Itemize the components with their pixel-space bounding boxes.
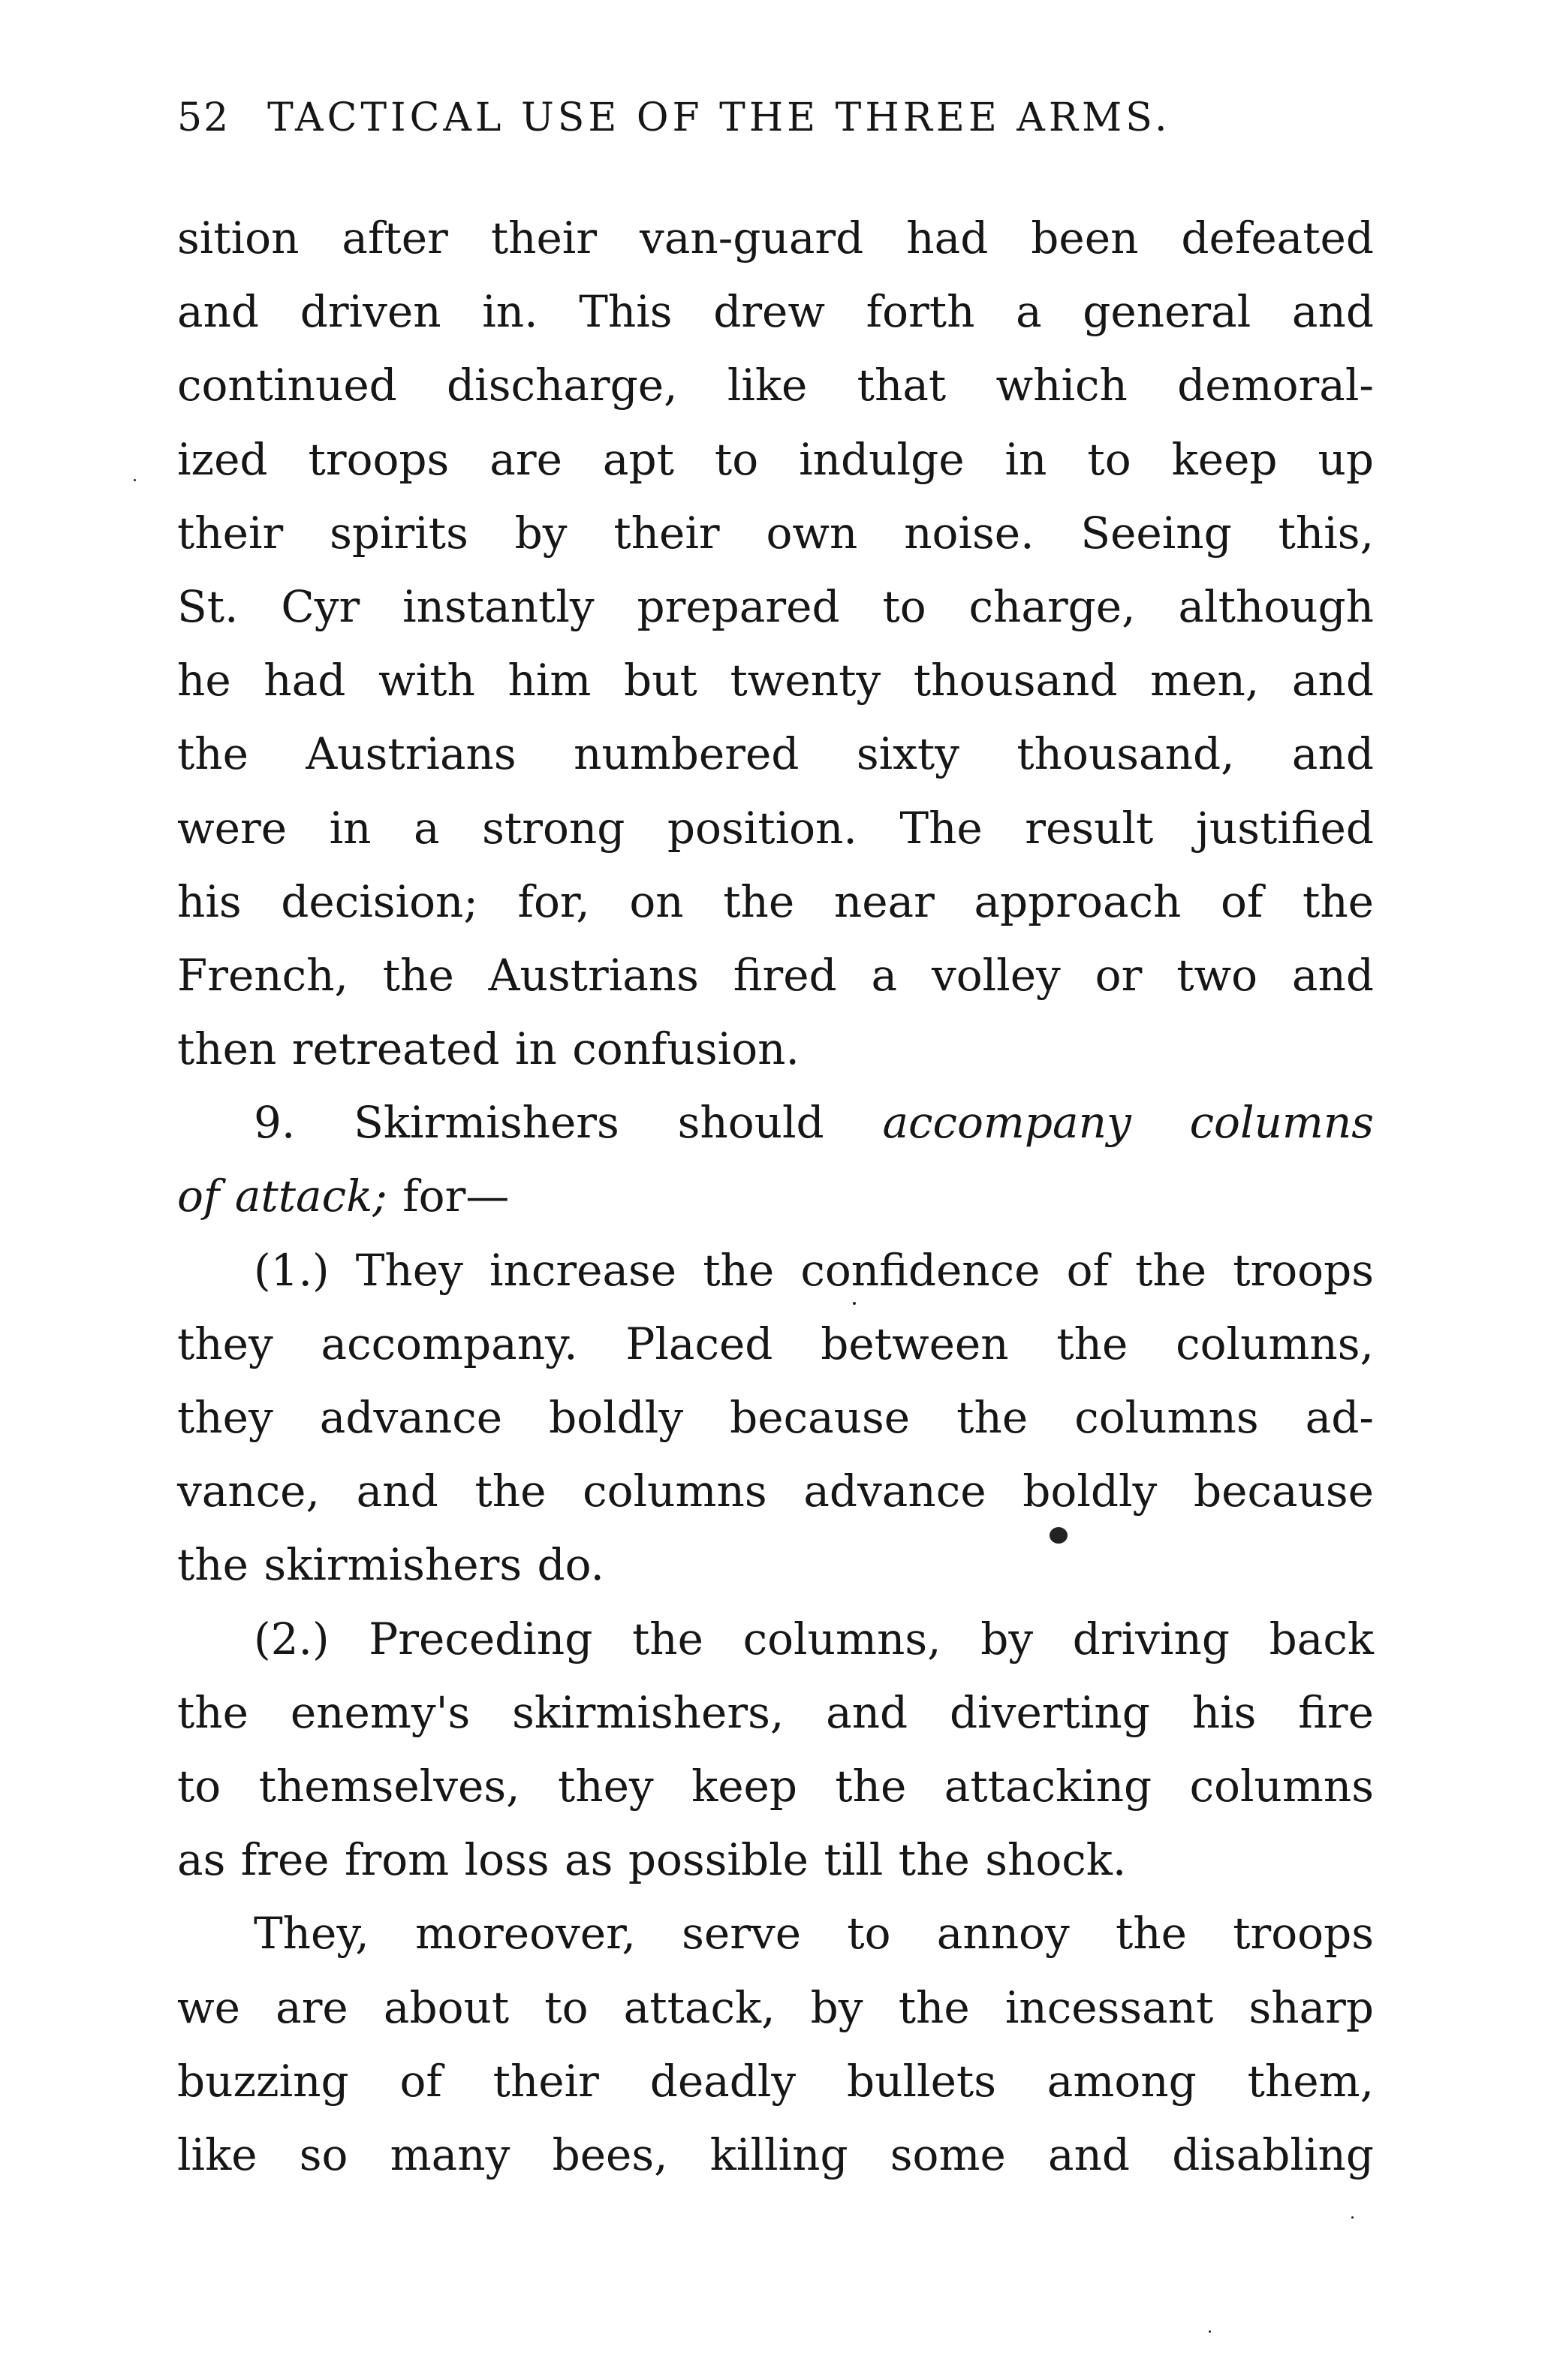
- text-run: 9. Skirmishers should: [254, 1097, 883, 1149]
- ink-speck: [134, 479, 136, 481]
- page-header: [177, 84, 1371, 152]
- text-line: then retreated in confusion.: [177, 1023, 800, 1075]
- text-line: St. Cyr instantly prepared to charge, although: [177, 580, 1374, 632]
- italic-run: of attack;: [177, 1170, 387, 1222]
- text-line: French, the Austrians fired a volley or two and: [177, 949, 1374, 1001]
- ink-speck: [1351, 2216, 1354, 2219]
- italic-run: accompany columns: [882, 1097, 1374, 1149]
- text-line: (1.) They increase the confidence of the troops: [254, 1244, 1374, 1296]
- text-line: the enemy's skirmishers, and diverting his fire: [177, 1686, 1374, 1738]
- text-line: they accompany. Placed between the columns,: [177, 1318, 1374, 1369]
- text-line: were in a strong position. The result justified: [177, 802, 1374, 854]
- ink-speck: [1209, 2330, 1211, 2333]
- ink-speck: [853, 1302, 856, 1305]
- text-line: (2.) Preceding the columns, by driving back: [254, 1613, 1374, 1664]
- text-line: [177, 1086, 1374, 1159]
- body-text: [177, 201, 1374, 2192]
- text-line: ized troops are apt to indulge in to keep up: [177, 433, 1374, 485]
- text-line: they advance boldly because the columns ad-: [177, 1392, 1374, 1443]
- text-line: sition after their van-guard had been defeated: [177, 212, 1374, 264]
- text-line: buzzing of their deadly bullets among them,: [177, 2055, 1374, 2107]
- running-head: TACTICAL USE OF THE THREE ARMS.: [267, 95, 1171, 140]
- text-line: he had with him but twenty thousand men, and: [177, 655, 1374, 706]
- page-number: 52: [177, 95, 230, 140]
- text-line: to themselves, they keep the attacking columns: [177, 1760, 1374, 1812]
- text-line: his decision; for, on the near approach of the: [177, 875, 1374, 927]
- text-line: their spirits by their own noise. Seeing this,: [177, 507, 1374, 559]
- text-line: They, moreover, serve to annoy the troops: [254, 1908, 1374, 1960]
- text-line: and driven in. This drew forth a general and: [177, 286, 1374, 338]
- text-line: continued discharge, like that which demoral-: [177, 360, 1374, 411]
- text-line: like so many bees, killing some and disabling: [177, 2128, 1374, 2180]
- text-line: [177, 1159, 1374, 1233]
- text-line: the skirmishers do.: [177, 1539, 604, 1591]
- text-run: for—: [387, 1170, 510, 1222]
- text-line: we are about to attack, by the incessant sharp: [177, 1981, 1374, 2033]
- text-line: vance, and the columns advance boldly because: [177, 1466, 1374, 1517]
- text-line: the Austrians numbered sixty thousand, and: [177, 728, 1374, 780]
- ink-blot: [1050, 1527, 1068, 1544]
- text-line: as free from loss as possible till the shock.: [177, 1834, 1127, 1886]
